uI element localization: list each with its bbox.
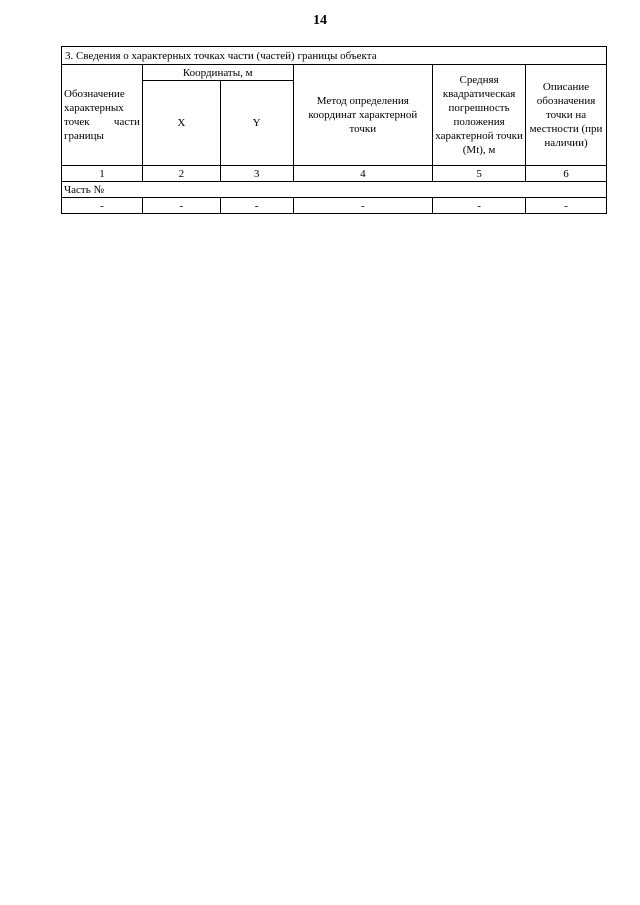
header-error: Средняя квадратическая погрешность положения характерной точки (Mt), м <box>433 65 526 166</box>
table-cell: - <box>142 198 220 214</box>
column-number: 6 <box>526 166 607 182</box>
column-number: 2 <box>142 166 220 182</box>
column-number: 5 <box>433 166 526 182</box>
page-number: 14 <box>313 13 327 28</box>
boundary-points-table <box>61 46 607 214</box>
table-cell: - <box>220 198 293 214</box>
table-cell: - <box>526 198 607 214</box>
header-method: Метод определения координат характерной точки <box>293 65 433 166</box>
header-coordinates: Координаты, м <box>142 65 293 81</box>
column-numbers-row <box>62 166 607 182</box>
part-label: Часть № <box>62 182 607 198</box>
column-number: 4 <box>293 166 433 182</box>
table-cell: - <box>62 198 143 214</box>
table-cell: - <box>293 198 433 214</box>
column-number: 1 <box>62 166 143 182</box>
table-row <box>62 198 607 214</box>
header-designation: Обозначение характерных точек части границы <box>62 65 143 166</box>
table-title: 3. Сведения о характерных точках части (частей) границы объекта <box>62 47 607 65</box>
table-cell: - <box>433 198 526 214</box>
header-description: Описание обозначения точки на местности (при наличии) <box>526 65 607 166</box>
header-x: X <box>142 81 220 166</box>
column-number: 3 <box>220 166 293 182</box>
header-y: Y <box>220 81 293 166</box>
